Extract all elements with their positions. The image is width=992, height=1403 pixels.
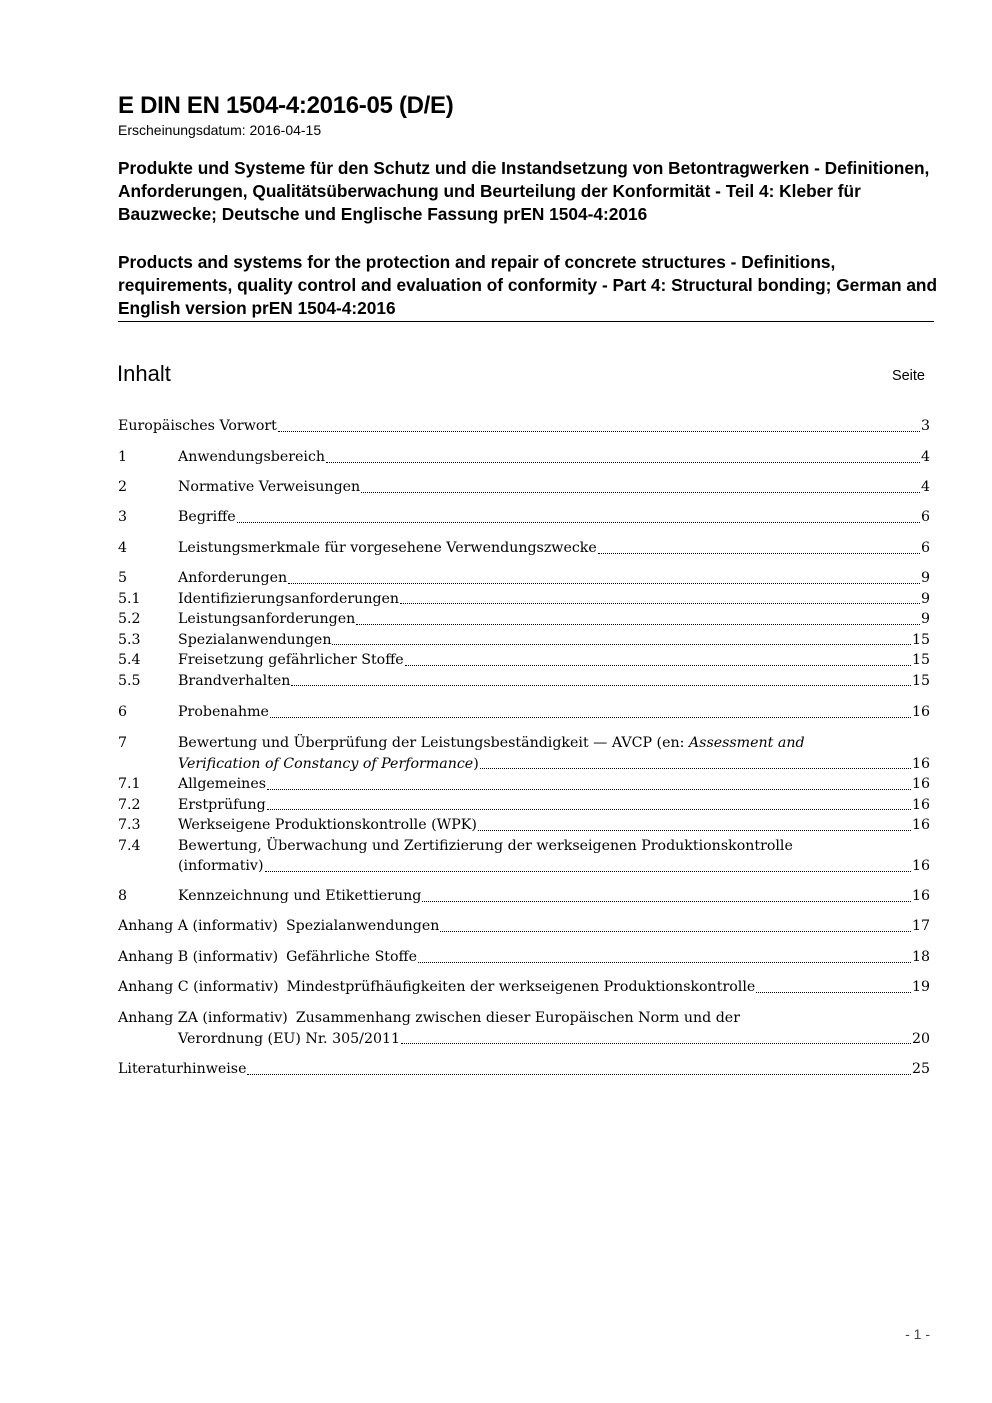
title-english: Products and systems for the protection and repair of concrete structures - Definitions, requirements, quality control and evaluation of conformity - Part 4: Structural bonding; German and English version prEN 1504-4:2016 xyxy=(118,252,938,318)
toc-entry-number: 7 xyxy=(118,735,128,751)
toc-entry-title-line1: Bewertung und Überprüfung der Leistungsbeständigkeit — AVCP (en: xyxy=(178,735,689,751)
toc-leader xyxy=(400,602,920,604)
toc-leader xyxy=(440,930,911,932)
toc-entry-page: 6 xyxy=(920,509,930,525)
toc-annex-label: Anhang C (informativ) xyxy=(118,979,279,995)
toc-entry-page: 17 xyxy=(911,918,930,934)
toc-entry-page: 25 xyxy=(911,1061,930,1077)
toc-entry-page: 9 xyxy=(920,611,930,627)
toc-entry-page: 15 xyxy=(911,672,930,689)
publication-date: Erscheinungsdatum: 2016-04-15 xyxy=(118,122,322,138)
toc-entry-title: Allgemeines xyxy=(178,776,266,792)
toc-entry[interactable] xyxy=(118,702,930,723)
toc-entry-continuation[interactable] xyxy=(118,754,930,775)
toc-entry-page: 9 xyxy=(920,590,930,607)
toc-entry-number: 7.3 xyxy=(118,817,141,833)
toc-annex-label: Anhang A (informativ) xyxy=(118,918,278,934)
toc-group-5 xyxy=(118,568,930,691)
toc-entry[interactable] xyxy=(118,774,930,795)
toc-leader xyxy=(332,643,910,645)
toc-entry-page: 15 xyxy=(911,652,930,668)
toc-entry[interactable] xyxy=(118,671,930,692)
toc-entry-title: Identifizierungsanforderungen xyxy=(178,590,400,607)
toc-leader xyxy=(422,900,911,902)
toc-entry-title: Freisetzung gefährlicher Stoffe xyxy=(178,652,404,668)
toc-entry-title: Probenahme xyxy=(178,704,269,720)
toc-entry-title-line2: (informativ) xyxy=(178,858,264,874)
toc-entry-number: 5.5 xyxy=(118,672,141,689)
toc-entry-page: 18 xyxy=(911,949,930,965)
toc-entry-number: 4 xyxy=(118,540,128,556)
toc-entry[interactable] xyxy=(118,886,930,907)
toc-entry-page: 19 xyxy=(911,979,930,995)
toc-entry[interactable] xyxy=(118,795,930,816)
toc-leader xyxy=(401,1042,911,1044)
toc-heading: Inhalt xyxy=(117,361,171,386)
toc-entry-page: 4 xyxy=(920,449,930,465)
toc-entry-page: 16 xyxy=(911,776,930,792)
toc-entry-number: 5.4 xyxy=(118,652,141,668)
toc-group-7 xyxy=(118,733,930,877)
toc-entry-number: 7.1 xyxy=(118,776,141,792)
toc-entry[interactable] xyxy=(118,733,930,754)
toc-leader xyxy=(598,552,920,554)
toc-leader xyxy=(418,961,911,963)
toc-leader xyxy=(326,461,920,463)
toc-entry-page: 6 xyxy=(920,540,930,556)
toc-entry-page: 9 xyxy=(920,570,930,586)
toc-entry[interactable] xyxy=(118,815,930,836)
title-german: Produkte und Systeme für den Schutz und die Instandsetzung von Betontragwerken - Definitionen, Anforderungen, Qualitätsüberwachung und Beurteilung der Konformität - Teil 4: Kleber für Bauzwecke; Deutsche und Englische Fassung prEN 1504-4:2016 xyxy=(118,158,930,224)
toc-leader xyxy=(265,870,911,872)
toc-leader xyxy=(291,684,910,686)
toc-entry-title: Leistungsanforderungen xyxy=(178,611,356,627)
toc-entry-title: Erstprüfung xyxy=(178,796,266,813)
toc-leader xyxy=(405,664,911,666)
toc-entry[interactable] xyxy=(118,568,930,589)
toc-leader xyxy=(361,491,920,493)
toc-entry-title-line1: Bewertung, Überwachung und Zertifizierung der werkseigenen Produktionskontrolle xyxy=(178,837,793,854)
toc-entry-number: 3 xyxy=(118,509,128,525)
toc-entry-number: 5 xyxy=(118,570,128,586)
toc-entry-title: Mindestprüfhäufigkeiten der werkseigenen Produktionskontrolle xyxy=(286,979,756,995)
toc-entry-number: 7.4 xyxy=(118,837,141,854)
toc-entry-title-line2: ) xyxy=(473,755,479,772)
toc-entry[interactable] xyxy=(118,630,930,651)
toc-entry-page: 4 xyxy=(920,479,930,495)
toc-entry-page: 20 xyxy=(911,1030,930,1047)
toc-entry-page: 16 xyxy=(911,755,930,772)
toc-entry[interactable] xyxy=(118,836,930,857)
toc-entry-title-line1: Zusammenhang zwischen dieser Europäischen Norm und der xyxy=(295,1010,740,1026)
toc-entry-title: Normative Verweisungen xyxy=(178,479,361,495)
toc-entry-title: Brandverhalten xyxy=(178,672,291,689)
toc-entry-number: 2 xyxy=(118,479,128,495)
toc-entry-title: Werkseigene Produktionskontrolle (WPK) xyxy=(178,817,477,833)
toc-entry-title: Leistungsmerkmale für vorgesehene Verwendungszwecke xyxy=(178,540,597,556)
toc-leader xyxy=(270,716,911,718)
toc-entry-number: 1 xyxy=(118,449,128,465)
toc-entry[interactable] xyxy=(118,477,930,498)
toc-leader xyxy=(480,767,911,769)
toc-entry-page: 16 xyxy=(911,888,930,904)
toc-entry[interactable] xyxy=(118,1059,930,1080)
toc-entry-title: Europäisches Vorwort xyxy=(118,418,277,434)
toc-entry[interactable] xyxy=(118,650,930,671)
toc-entry[interactable] xyxy=(118,447,930,468)
toc-entry[interactable] xyxy=(118,947,930,968)
toc-entry[interactable] xyxy=(118,538,930,559)
document-title: E DIN EN 1504-4:2016-05 (D/E) xyxy=(118,92,454,119)
page-number: - 1 - xyxy=(905,1326,930,1342)
toc-annex-label: Anhang B (informativ) xyxy=(118,949,279,965)
toc-entry-title: Literaturhinweise xyxy=(118,1061,247,1077)
toc-entry-title: Begriffe xyxy=(178,509,236,525)
toc-leader xyxy=(267,788,911,790)
toc-leader xyxy=(288,582,920,584)
toc-entry-page: 16 xyxy=(911,817,930,833)
toc-entry-number: 8 xyxy=(118,888,128,904)
toc-entry-page: 16 xyxy=(911,704,930,720)
toc-leader xyxy=(247,1073,910,1075)
toc-entry-title: Spezialanwendungen xyxy=(285,918,440,934)
toc-entry-title-line2: Verordnung (EU) Nr. 305/2011 xyxy=(178,1030,401,1047)
toc-entry-title: Anwendungsbereich xyxy=(178,449,326,465)
toc-entry-number: 5.1 xyxy=(118,590,141,607)
toc-entry[interactable] xyxy=(118,609,930,630)
toc-leader xyxy=(478,829,911,831)
toc-entry-title: Anforderungen xyxy=(178,570,288,586)
toc-entry-number: 7.2 xyxy=(118,796,141,813)
toc-entry-number: 5.2 xyxy=(118,611,141,627)
toc-entry-number: 6 xyxy=(118,704,128,720)
toc-leader xyxy=(756,991,911,993)
toc-leader xyxy=(267,808,911,810)
toc-entry-page: 3 xyxy=(920,418,930,434)
toc-entry-page: 16 xyxy=(911,796,930,813)
toc-leader xyxy=(237,521,920,523)
toc-entry[interactable] xyxy=(118,916,930,937)
toc-entry-continuation[interactable] xyxy=(118,856,930,877)
toc-leader xyxy=(356,623,920,625)
toc-entry-title: Kennzeichnung und Etikettierung xyxy=(178,888,422,904)
toc-entry[interactable] xyxy=(118,507,930,528)
toc-entry-title: Gefährliche Stoffe xyxy=(286,949,418,965)
toc-entry-title-line1-italic: Assessment and xyxy=(688,735,805,751)
toc-entry[interactable] xyxy=(118,416,930,437)
toc-annex-label: Anhang ZA (informativ) xyxy=(118,1010,288,1026)
toc-entry-title: Spezialanwendungen xyxy=(178,631,332,648)
toc-entry-number: 5.3 xyxy=(118,631,141,648)
toc-page-column-label: Seite xyxy=(891,368,925,384)
toc-entry-page: 15 xyxy=(911,631,930,648)
toc-entry-title-line2-italic: Verification of Constancy of Performance xyxy=(178,755,474,772)
toc-entry[interactable] xyxy=(118,589,930,610)
toc-entry[interactable] xyxy=(118,977,930,998)
toc-entry-page: 16 xyxy=(911,858,930,874)
toc-entry[interactable] xyxy=(118,1008,930,1049)
toc-leader xyxy=(278,430,920,432)
title-divider xyxy=(118,321,934,322)
